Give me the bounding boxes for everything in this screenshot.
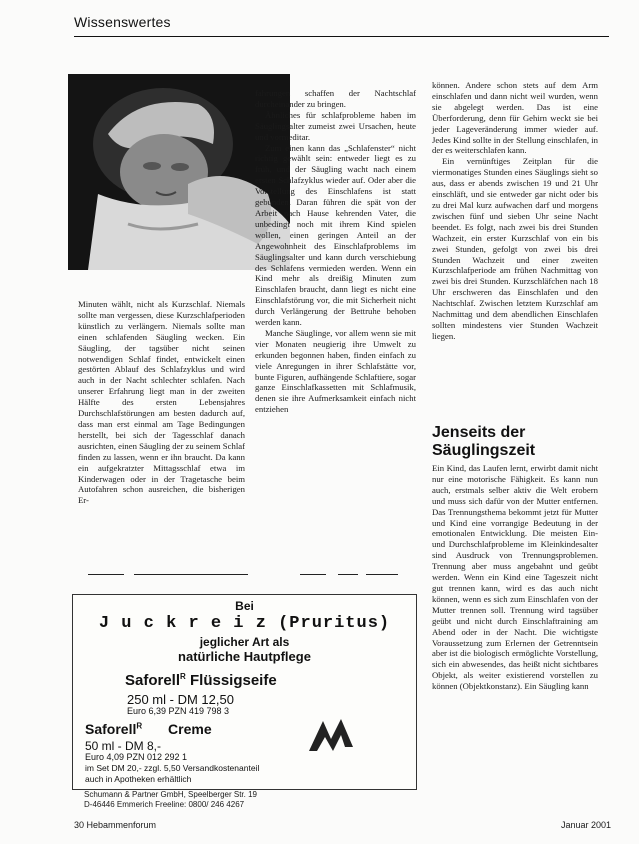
registered-mark: R	[136, 721, 143, 731]
ad-subline: jeglicher Art als	[199, 635, 290, 649]
text-column-2	[255, 88, 416, 415]
subheading: Jenseits der Säuglingszeit	[432, 424, 536, 459]
ad-availability: auch in Apotheken erhältlich	[85, 774, 192, 784]
paragraph: Ein Kind, das Laufen lernt, erwirbt damit nicht nur eine motorische Fähigkeit. Es kann nun auch, erstmals selber aktiv die Welt erobern und muss sich dafür von der Mutter entfernen. Das Trennungsthema bekommt jetzt für Mutter und Kind eine vorrangige Bedeutung in der emotionalen Entwicklung. Die meisten Ein- und Durchschlafprobleme im Kleinkindesalter sind Ausdruck von Trennungsproblemen. Trennung aber muss angebahnt und geübt werden. Wenn ein Kind eine Tageszeit nicht gut trennen kann, wird es das auch nicht können, wenn es sich zum Einschlafen von der Mutter trennen soll. Trennung wird tagsüber geübt und nicht durch Einschlaftraining am Abend oder in der Nacht. Die wichtigste Voraussetzung zum Erlernen der Getrenntsein aber ist die biologisch ermöglichte Vorstellung, sich ein abwesendes, das heißt nicht sichtbares Objekt, als weiter existierend vorstellen zu können (Objektkonstanz). Ein Säugling kann	[432, 463, 598, 692]
product-2-price: 50 ml - DM 8,-	[85, 739, 162, 753]
text-column-3	[432, 80, 598, 342]
product-2-pzn: Euro 4,09 PZN 012 292 1	[85, 752, 188, 762]
header-rule	[74, 36, 609, 37]
product-type: Flüssigseife	[189, 672, 277, 689]
ad-set-offer: im Set DM 20,- zzgl. 5,50 Versandkostenanteil	[85, 763, 260, 773]
paragraph: Manche Säuglinge, vor allem wenn sie mit vier Monaten neugierig ihre Umwelt zu erkunden begonnen haben, finden einfach zu viele Anregungen in ihrer Schlafstätte vor, bunte Figuren, aufhängende Schlaftiere, sogar ganze Einschlafkassetten mit Schlafmusik, denen sie ihre Aufmerksamkeit einfach nicht entziehen	[255, 327, 416, 415]
footer-right: Januar 2001	[561, 820, 612, 830]
product-name: Saforell	[125, 672, 181, 689]
paragraph: Ein vernünftiges Zeitplan für die viermonatiges Stunden eines Säuglings sieht so aus, dass er abends zwischen 19 und 21 Uhr einschläft, und sie entweder gar nicht oder bis zu drei Mal kurz aufwachen darf und morgens zwischen fünf und sieben Uhr seine Nacht beendet. Es folgt, nach zwei bis drei Stunden Wachzeit, ein erster Kurzschlaf von ein bis zwei Stunden, gefolgt von zwei bis drei Stunden Wachzeit und einer zweiten Kurzschlafperiode am frühen Nachmittag von zwei bis drei Stunden. Kurzschläfchen nach 18 Uhr erschweren das Einschlafen und den Nachtschlaf. Zwischen letztem Kurzschlaf am Nachmittag und dem abendlichen Einschlafen sollten mindestens vier Stunden Wachzeit liegen.	[432, 156, 598, 341]
paragraph: können. Andere schon stets auf dem Arm einschlafen und dann nicht weil wurden, wenn sie abgelegt werden. Das ist eine Überforderung, denn für Gehirn weckt sie bei jeder Lageveränderung immer wieder auf. Jedes Kind sollte in der Stellung einschlafen, in der es weiterschlafen kann.	[432, 80, 598, 156]
product-2-name	[85, 721, 212, 737]
divider	[134, 574, 248, 575]
section-title: Wissenswertes	[74, 14, 171, 30]
ad-address-line-1: Schumann & Partner GmbH, Speelberger Str. 19	[84, 790, 257, 799]
divider	[366, 574, 398, 575]
footer-left: 30 Hebammenforum	[74, 820, 157, 830]
divider	[338, 574, 358, 575]
product-1-name	[125, 672, 277, 689]
product-name: Saforell	[85, 721, 137, 737]
ms-logo-mark	[305, 713, 365, 755]
product-1-price: 250 ml - DM 12,50	[127, 692, 234, 707]
text-column-1	[78, 299, 245, 506]
text-column-3-lower	[432, 463, 598, 692]
advertisement	[72, 594, 417, 790]
ad-subline: natürliche Hautpflege	[178, 649, 311, 664]
ad-headline: J u c k r e i z (Pruritus)	[98, 614, 391, 633]
divider	[300, 574, 326, 575]
registered-mark: R	[180, 672, 186, 681]
ad-address-line-2: D-46446 Emmerich Freeline: 0800/ 246 4267	[84, 800, 245, 809]
paragraph: Ähnliches für schlafprobleme haben im Säuglingsalter zumeist zwei Ursachen, heute und vormeditar.	[255, 109, 416, 142]
product-type: Creme	[168, 721, 212, 737]
paragraph: Zum einen kann das „Schlafenster“ nicht richtig gewählt sein: entweder liegt es zu früh, und der Säugling wacht nach einem ersten Schlafzyklus wieder auf. Oder aber die Vorstellung des Einschlafens ist statt gebunden. Daran führen die spät von der Arbeit nach Hause kehrenden Vater, die unbedingt noch mit ihrem Kind spielen wollen, einen geringen Anteil an der Angewohnheit des Einschlafproblems im Säuglingsalter und kann durch verschiebung des Schlafens vermieden werden. Wenn ein Kind mehr als dreißig Minuten zum Einschlafen braucht, dann liegt es nicht eine Einschlafstörung vor, die mit Sicherheit nicht durch Verlängerung der Bettruhe behoben werden kann.	[255, 142, 416, 328]
ad-intro: Bei	[235, 599, 254, 613]
paragraph: Minuten wählt, nicht als Kurzschlaf. Niemals sollte man vergessen, diese Kurzschlafperioden künstlich zu verlängern. Niemals sollte man einen schlafenden Säugling wecken. Ein Säugling, der tagsüber nicht seinen notwendigen Schlaf findet, entwickelt einen gestörten Ablauf des Schlafzyklus und wird auch in der Nacht schlechter schlafen. Nach unserer Erfahrung liegt man in der zweiten Hälfte des ersten Lebensjahres Durchschlafstörungen am besten dadurch auf, dass man erst einmal am Tage Bedingungen herstellt, bei sich der Tagesschlaf danach ausrichten, einen Säugling der zu seinem Schlaf finden zu lassen, wenn er ihn braucht. Da kann ein aufgekratzter Mittagsschlaf etwa im Kinderwagen oder in der Tragetasche beim Autofahren schon ausreichen, die bisherigen Er-	[78, 299, 245, 506]
divider	[88, 574, 124, 575]
paragraph: fahrungen schaffen der Nachtschlaf durcheinander zu bringen.	[255, 88, 416, 109]
product-1-pzn: Euro 6,39 PZN 419 798 3	[127, 706, 230, 716]
